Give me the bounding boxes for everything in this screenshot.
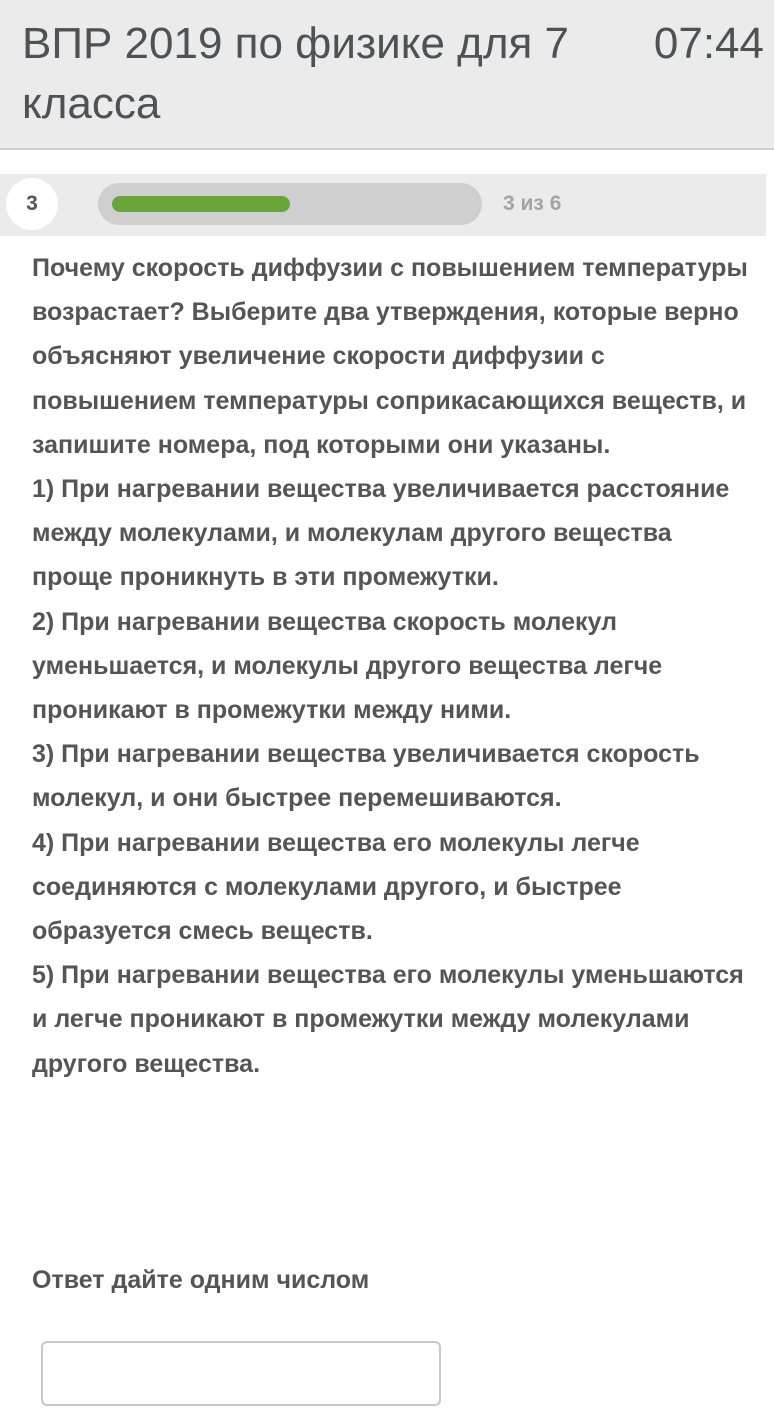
progress-status: 3 из 6 (503, 192, 562, 215)
progress-bar-fill (112, 196, 290, 212)
answer-label: Ответ дайте одним числом (32, 1266, 370, 1294)
answer-input[interactable] (41, 1341, 441, 1406)
question-number-badge: 3 (6, 178, 58, 230)
question-text: Почему скорость диффузии с повышением температуры возрастает? Выберите два утверждения, которые верно объясняют увеличение скорости диффузии с повышением температуры соприкасающихся веществ, и запишите номера, под которыми они указаны. 1) При нагревании вещества увеличивается расстояние между молекулами, и молекулам другого вещества проще проникнуть в эти промежутки. 2) При нагревании вещества скорость молекул уменьшается, и молекулы другого вещества легче проникают в промежутки между ними. 3) При нагревании вещества увеличивается скорость молекул, и они быстрее перемешиваются. 4) При нагревании вещества его молекулы легче соединяются с молекулами другого, и быстрее образуется смесь веществ. 5) При нагревании вещества его молекулы уменьшаются и легче проникают в промежутки между молекулами другого вещества. (32, 254, 748, 1078)
progress-bar (98, 183, 482, 225)
page-title: ВПР 2019 по физике для 7 класса (22, 19, 570, 128)
header-bar (0, 0, 774, 150)
progress-row (0, 174, 766, 236)
timer: 07:44 (653, 19, 764, 68)
